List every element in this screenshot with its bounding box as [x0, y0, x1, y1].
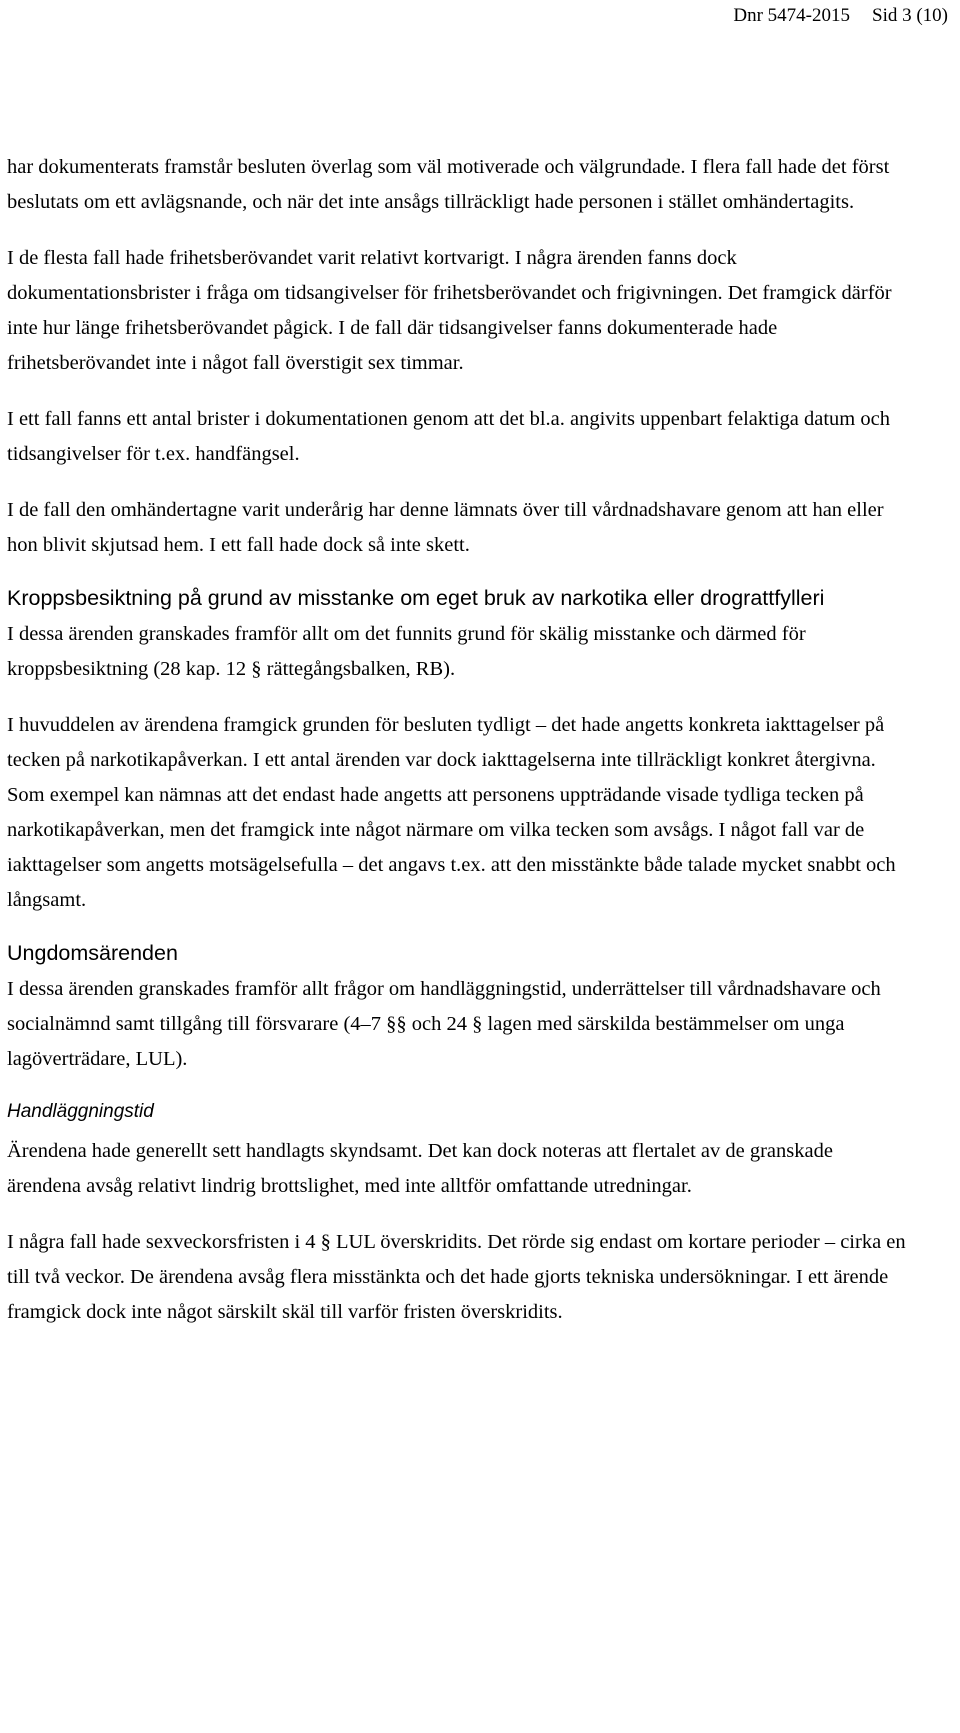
paragraph-minors-handover: I de fall den omhändertagne varit underårig har denne lämnats över till vårdnadshavare genom att han eller hon blivit skjutsad hem. I ett fall hade dock så inte skett.	[7, 499, 884, 556]
paragraph-decisions-motivated: har dokumenterats framstår besluten överlag som väl motiverade och välgrundade. I flera fall hade det först beslutats om ett avlägsnande, och när det inte ansågs tillräckligt hade personen i stället omhändertagits.	[7, 156, 890, 213]
case-number: Dnr 5474-2015	[733, 5, 850, 26]
paragraph-body-search-review: I dessa ärenden granskades framför allt om det funnits grund för skälig misstanke och därmed för kroppsbesiktning (28 kap. 12 § rättegångsbalken, RB).	[7, 623, 806, 680]
paragraph-youth-review: I dessa ärenden granskades framför allt frågor om handläggningstid, underrättelser till vårdnadshavare och socialnämnd samt tillgång till försvarare (4–7 §§ och 24 § lagen med särskilda bestämmelser om unga lagöverträdare, LUL).	[7, 978, 881, 1070]
section-heading-youth-cases: Ungdomsärenden	[7, 941, 178, 965]
section-heading-body-search: Kroppsbesiktning på grund av misstanke om eget bruk av narkotika eller drograttfylleri	[7, 586, 825, 610]
page-header	[733, 4, 948, 28]
paragraph-deprivation-duration: I de flesta fall hade frihetsberövandet varit relativt kortvarigt. I några ärenden fanns dock dokumentationsbrister i fråga om tidsangivelser för frihetsberövandet och frigivningen. Det framgick därför inte hur länge frihetsberövandet pågick. I de fall där tidsangivelser fanns dokumenterade hade frihetsberövandet inte i något fall överstigit sex timmar.	[7, 247, 892, 374]
paragraph-deadline-exceeded: I några fall hade sexveckorsfristen i 4 § LUL överskridits. Det rörde sig endast om kortare perioder – cirka en till två veckor. De ärendena avsåg flera misstänkta och det hade gjorts tekniska undersökningar. I ett ärende framgick dock inte något särskilt skäl till varför fristen överskridits.	[7, 1231, 906, 1323]
document-body	[7, 150, 907, 1351]
page-number: Sid 3 (10)	[872, 5, 948, 26]
paragraph-documentation-errors: I ett fall fanns ett antal brister i dokumentationen genom att det bl.a. angivits uppenbart felaktiga datum och tidsangivelser för t.ex. handfängsel.	[7, 408, 890, 465]
paragraph-handling-speed: Ärendena hade generellt sett handlagts skyndsamt. Det kan dock noteras att flertalet av de granskade ärendena avsåg relativt lindrig brottslighet, med inte alltför omfattande utredningar.	[7, 1140, 833, 1197]
subsection-heading-handling-time: Handläggningstid	[7, 1101, 154, 1122]
paragraph-body-search-findings: I huvuddelen av ärendena framgick grunden för besluten tydligt – det hade angetts konkreta iakttagelser på tecken på narkotikapåverkan. I ett antal ärenden var dock iakttagelserna inte tillräckligt konkret återgivna. Som exempel kan nämnas att det endast hade angetts att personens uppträdande visade tydliga tecken på narkotikapåverkan, men det framgick inte något närmare om vilka tecken som avsågs. I något fall var de iakttagelser som angetts motsägelsefulla – det angavs t.ex. att den misstänkte både talade mycket snabbt och långsamt.	[7, 714, 896, 911]
